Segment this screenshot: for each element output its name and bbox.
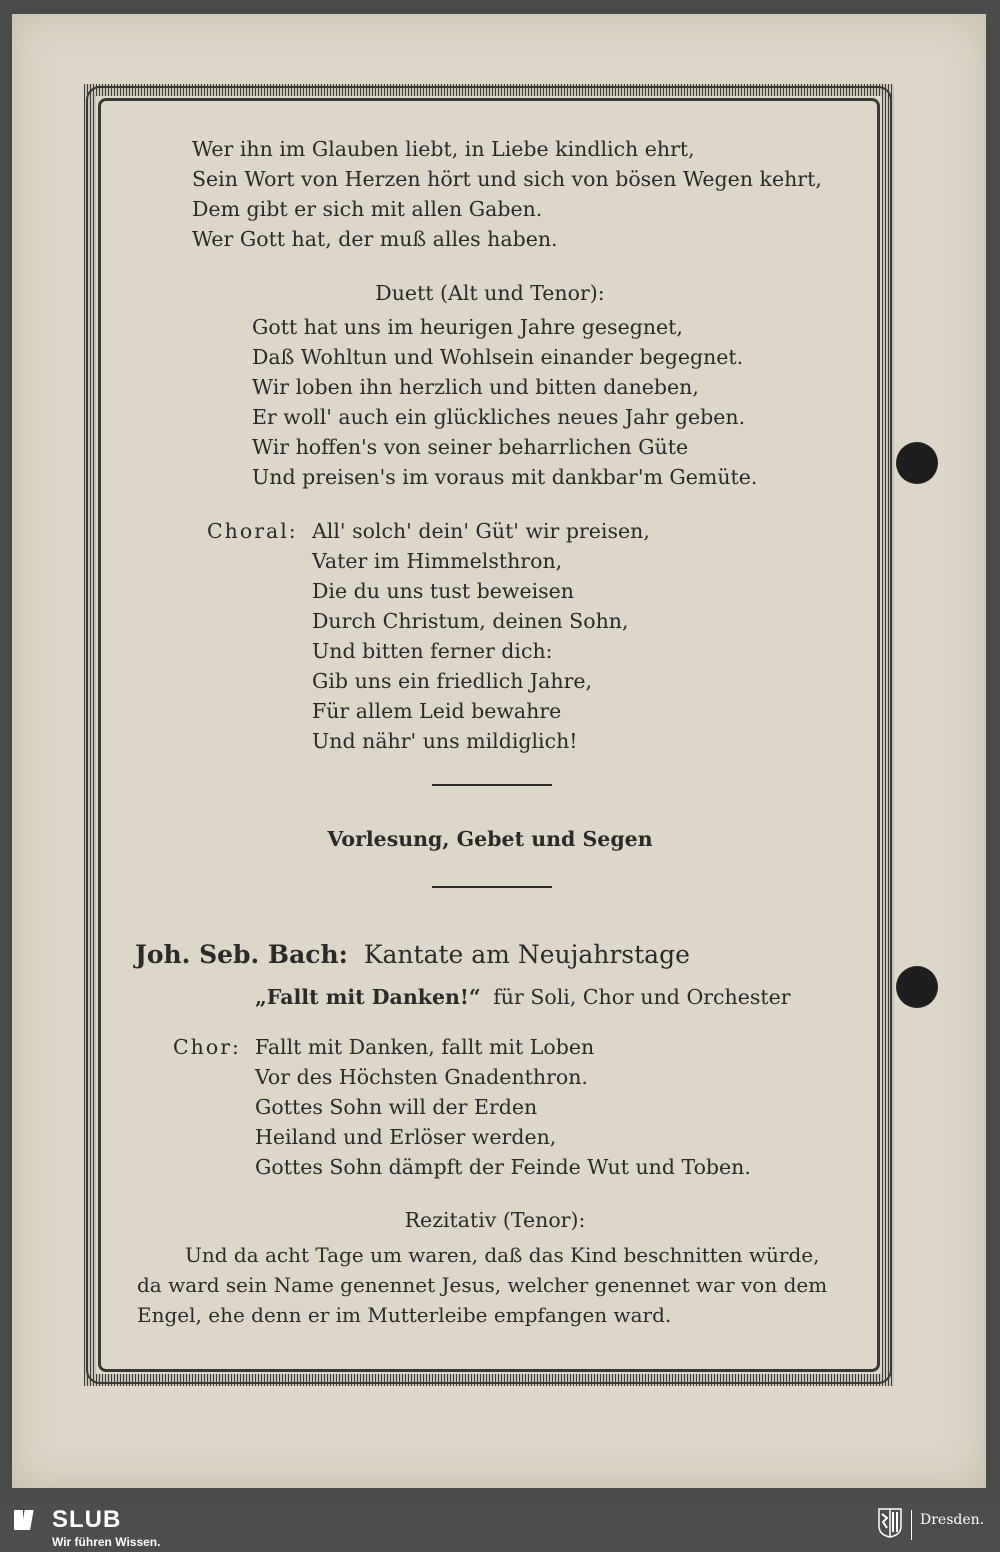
dresden-coat-of-arms-icon [878,1508,902,1538]
cantata-quote: „Fallt mit Danken!“ [255,985,481,1009]
rezitativ-text [137,1240,827,1330]
prose-line: da ward sein Name genennet Jesus, welcher genennet war von dem [137,1273,828,1297]
verse-line: Fallt mit Danken, fallt mit Loben [255,1035,595,1059]
footer-bar [0,1502,1000,1552]
prose-line: Engel, ehe denn er im Mutterleibe empfangen ward. [137,1303,672,1327]
duett-verse [252,312,757,492]
chor-verse [255,1032,751,1182]
stanza-1 [192,134,822,254]
verse-line: Sein Wort von Herzen hört und sich von bösen Wegen kehrt, [192,167,822,191]
verse-line: Wer Gott hat, der muß alles haben. [192,227,558,251]
verse-line: All' solch' dein' Güt' wir preisen, [312,519,650,543]
verse-line: Durch Christum, deinen Sohn, [312,609,629,633]
verse-line: Vater im Himmelsthron, [312,549,563,573]
verse-line: Gott hat uns im heurigen Jahre gesegnet, [252,315,683,339]
verse-line: Gottes Sohn dämpft der Feinde Wut und Toben. [255,1155,751,1179]
verse-line: Und nähr' uns mildiglich! [312,729,578,753]
composer-name: Joh. Seb. Bach: [135,940,348,969]
verse-line: Gib uns ein friedlich Jahre, [312,669,593,693]
kantate-title-line [135,938,690,972]
vorlesung-heading: Vorlesung, Gebet und Segen [327,827,653,851]
verse-line: Wer ihn im Glauben liebt, in Liebe kindlich ehrt, [192,137,695,161]
verse-line: Die du uns tust beweisen [312,579,574,603]
divider-rule [432,784,552,786]
verse-line: Wir loben ihn herzlich und bitten daneben, [252,375,699,399]
cantata-title: Kantate am Neujahrstage [363,940,690,969]
rezitativ-heading: Rezitativ (Tenor): [404,1208,586,1232]
slub-logo-icon [12,1508,40,1532]
divider-rule [432,886,552,888]
verse-line: Und preisen's im voraus mit dankbar'm Gemüte. [252,465,758,489]
punch-hole [896,966,938,1008]
kantate-subtitle [255,982,791,1012]
verse-line: Daß Wohltun und Wohlsein einander begegnet. [252,345,744,369]
verse-line: Für allem Leid bewahre [312,699,562,723]
chor-label: Chor: [173,1035,241,1059]
footer-divider [911,1510,912,1540]
footer-tagline: Wir führen Wissen. [52,1535,161,1549]
choral-label: Choral: [207,519,298,543]
duett-heading: Duett (Alt und Tenor): [375,281,605,305]
verse-line: Und bitten ferner dich: [312,639,553,663]
verse-line: Er woll' auch ein glückliches neues Jahr geben. [252,405,746,429]
verse-line: Wir hoffen's von seiner beharrlichen Güte [252,435,689,459]
punch-hole [896,442,938,484]
choral-verse [312,516,650,756]
verse-line: Gottes Sohn will der Erden [255,1095,538,1119]
footer-city[interactable]: Dresden. [920,1512,985,1528]
verse-line: Heiland und Erlöser werden, [255,1125,557,1149]
verse-line: Dem gibt er sich mit allen Gaben. [192,197,543,221]
verse-line: Vor des Höchsten Gnadenthron. [255,1065,588,1089]
cantata-scoring: für Soli, Chor und Orchester [493,985,791,1009]
footer-brand[interactable]: SLUB [52,1506,122,1533]
prose-line: Und da acht Tage um waren, daß das Kind beschnitten würde, [185,1243,820,1267]
